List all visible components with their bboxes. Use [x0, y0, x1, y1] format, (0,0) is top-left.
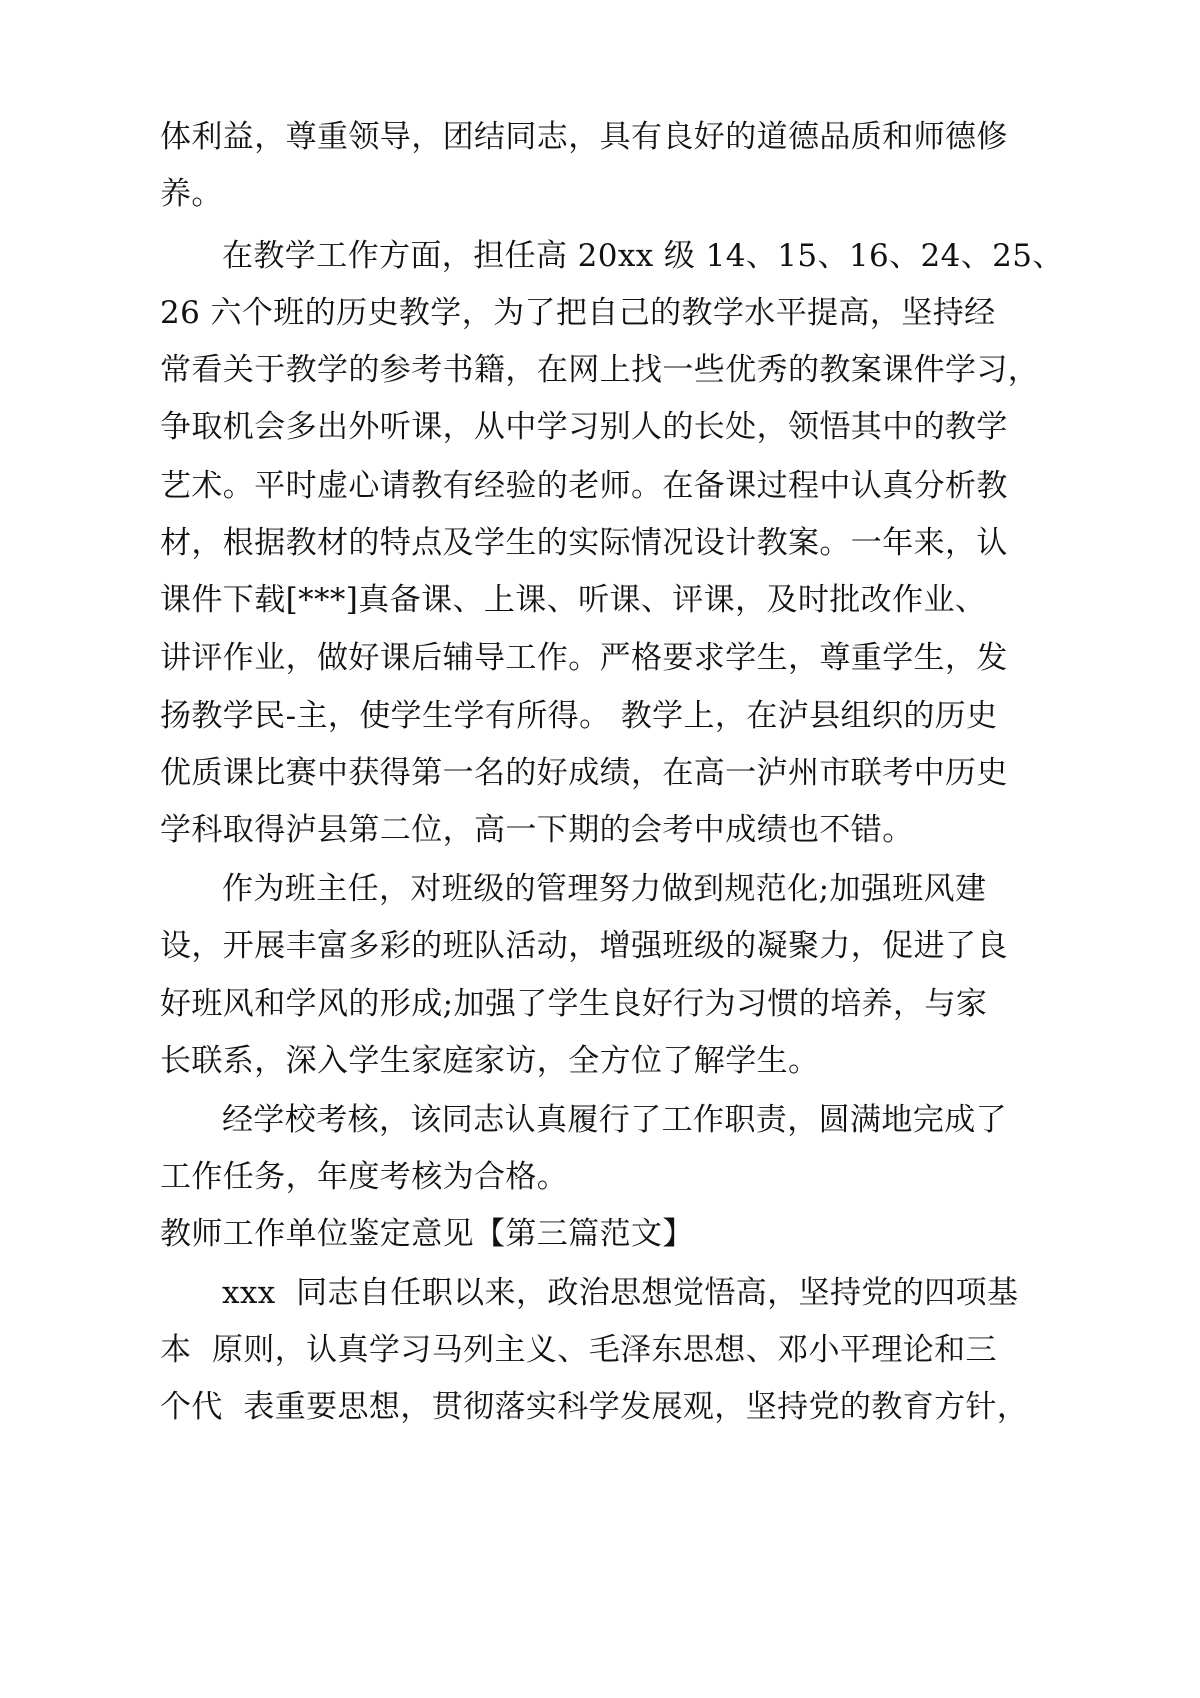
text-line: 设，开展丰富多彩的班队活动，增强班级的凝聚力，促进了良	[160, 928, 1008, 964]
text-line: 争取机会多出外听课，从中学习别人的长处，领悟其中的教学	[160, 409, 1008, 445]
paragraph-first-line: 经学校考核，该同志认真履行了工作职责，圆满地完成了	[222, 1102, 1007, 1138]
text-line: 个代 表重要思想，贯彻落实科学发展观，坚持党的教育方针，	[160, 1389, 1029, 1425]
paragraph-first-line: xxx 同志自任职以来，政治思想觉悟高，坚持党的四项基	[222, 1275, 1019, 1311]
text-line: 艺术。平时虚心请教有经验的老师。在备课过程中认真分析教	[160, 468, 1008, 504]
section-heading: 教师工作单位鉴定意见【第三篇范文】	[160, 1216, 694, 1252]
text-line: 课件下载[***]真备课、上课、听课、评课，及时批改作业、	[160, 582, 987, 618]
paragraph-first-line: 作为班主任，对班级的管理努力做到规范化;加强班风建	[222, 871, 987, 907]
text-line: 养。	[160, 176, 223, 212]
text-line: 材，根据教材的特点及学生的实际情况设计教案。一年来，认	[160, 525, 1008, 561]
text-line: 26 六个班的历史教学，为了把自己的教学水平提高，坚持经	[160, 295, 996, 331]
text-line: 优质课比赛中获得第一名的好成绩，在高一泸州市联考中历史	[160, 755, 1008, 791]
text-line: 常看关于教学的参考书籍，在网上找一些优秀的教案课件学习，	[160, 352, 1040, 388]
text-line: 长联系，深入学生家庭家访，全方位了解学生。	[160, 1043, 820, 1079]
text-line: 本 原则，认真学习马列主义、毛泽东思想、邓小平理论和三	[160, 1332, 997, 1368]
text-line: 扬教学民-主，使学生学有所得。 教学上，在泸县组织的历史	[160, 698, 998, 734]
text-line: 学科取得泸县第二位，高一下期的会考中成绩也不错。	[160, 812, 914, 848]
text-line: 讲评作业，做好课后辅导工作。严格要求学生，尊重学生，发	[160, 640, 1008, 676]
text-line: 好班风和学风的形成;加强了学生良好行为习惯的培养，与家	[160, 986, 988, 1022]
paragraph-first-line: 在教学工作方面，担任高 20xx 级 14、15、16、24、25、	[222, 238, 1064, 274]
text-line: 工作任务，年度考核为合格。	[160, 1159, 569, 1195]
text-line: 体利益，尊重领导，团结同志，具有良好的道德品质和师德修	[160, 119, 1008, 155]
